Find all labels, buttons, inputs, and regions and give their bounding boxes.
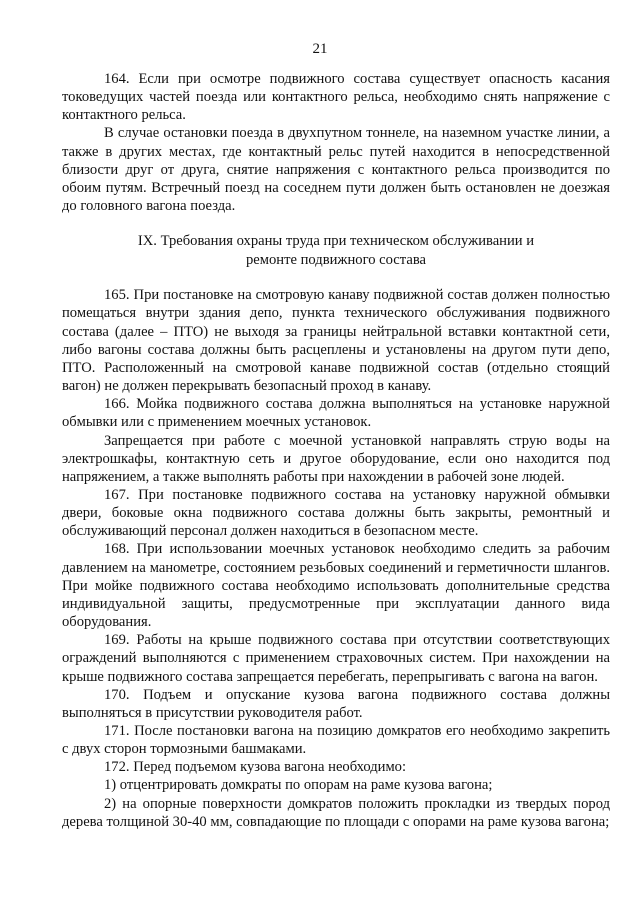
page-number: 21 (312, 41, 328, 57)
section-heading (62, 232, 610, 269)
paragraph-washing-prohibition: Запрещается при работе с моечной установкой направлять струю воды на электрошкафы, контактную сеть и другое оборудование, если оно находится под напряжением, а также выполнять работы при нахождении в рабочей зоне людей. (62, 432, 610, 485)
section-heading-line-1: IX. Требования охраны труда при техническом обслуживании и (137, 233, 535, 250)
paragraph-170: 170. Подъем и опускание кузова вагона подвижного состава должны выполняться в присутствии руководителя работ. (62, 686, 610, 721)
paragraph-168: 168. При использовании моечных установок необходимо следить за рабочим давлением на манометре, состоянием резьбовых соединений и герметичности шлангов. При мойке подвижного состава необходимо использовать дополнительные средства индивидуальной защиты, предусмотренные при эксплуатации данного вида оборудования. (62, 541, 610, 631)
paragraph-165: 165. При постановке на смотровую канаву подвижной состав должен полностью помещаться внутри здания депо, пункта технического обслуживания подвижного состава (далее – ПТО) не выходя за границы нейтральной вставки контактной сети, либо вагоны состава должны быть расцеплены и установлены на другом пути депо, ПТО. Расположенный на смотровой канаве подвижной состав (отдельно стоящий вагон) не должен перекрывать безопасный проход в канаву. (62, 287, 610, 395)
document-body (62, 70, 610, 831)
section-heading-line-2: ремонте подвижного состава (245, 251, 426, 268)
paragraph-171: 171. После постановки вагона на позицию домкратов его необходимо закрепить с двух сторон тормозными башмаками. (62, 723, 610, 758)
list-item-1: 1) отцентрировать домкраты по опорам на раме кузова вагона; (104, 777, 493, 794)
list-item-2: 2) на опорные поверхности домкратов положить прокладки из твердых пород дерева толщиной 30-40 мм, совпадающие по площади с опорами на раме кузова вагона; (62, 795, 610, 830)
paragraph-164: 164. Если при осмотре подвижного состава существует опасность касания токоведущих частей поезда или контактного рельса, необходимо снять напряжение с контактного рельса. (62, 71, 610, 124)
paragraph-166: 166. Мойка подвижного состава должна выполняться на установке наружной обмывки или с применением моечных установок. (62, 396, 610, 431)
paragraph-172: 172. Перед подъемом кузова вагона необходимо: (104, 759, 407, 776)
paragraph-167: 167. При постановке подвижного состава на установку наружной обмывки двери, боковые окна подвижного состава должны быть закрыты, ремонтный и обслуживающий персонал должен находиться в безопасном месте. (62, 486, 610, 540)
paragraph-tunnel-stop: В случае остановки поезда в двухпутном тоннеле, на наземном участке линии, а также в других местах, где контактный рельс путей находится в непосредственной близости друг от друга, снятие напряжения с контактного рельса производится по обоим путям. Встречный поезд на соседнем пути должен быть остановлен не доезжая до головного вагона поезда. (62, 125, 610, 215)
paragraph-169: 169. Работы на крыше подвижного состава при отсутствии соответствующих ограждений выполняются с применением страховочных систем. При нахождении на крыше подвижного состава запрещается перебегать, перепрыгивать с вагона на вагон. (62, 632, 610, 685)
